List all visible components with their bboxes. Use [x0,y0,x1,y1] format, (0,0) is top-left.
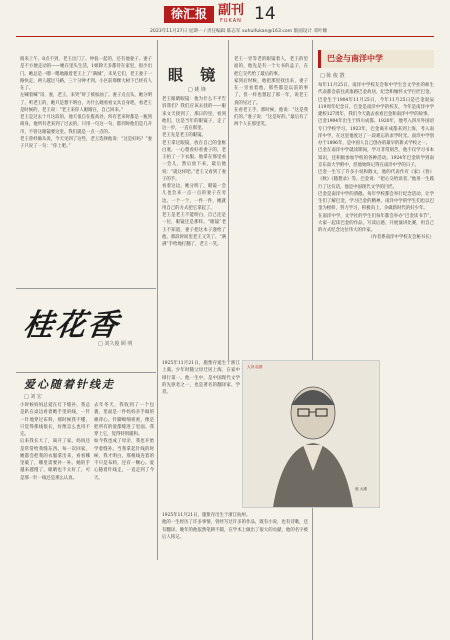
paragraph: 在看老王手，那时候，他说：“这是我们的。”妻子说：“这是好的。”最后有了两个人在那里笑。 [234,107,308,128]
paragraph: 老王拿过眼镜，放在自己的金框白底，一心想看好看妻子的，老王拍了一下衣服。他拿在那里看一会儿，然后放下来，最后他说：“就这样吧。”老王又看到了妻子的手。 [162,140,226,182]
paragraph: 去年冬天，我收到了一个包裹，里面是一件妈妈亲手做的棉背心。针脚细细密密，像是把所有的爱都缝进了里面。我穿上它，觉得特别暖和。 [94,403,154,437]
paragraph: 老王是过去十月这段的，他天很自在拨高处，所有老来时都是一瓶到商身。他所有老来到了过去的，只用一句这一句，都到时他们是几开市，不曾这眼镜要这里。我们就是一点一点的。 [20,115,152,135]
paragraph: 老王一旁等老的眼镜着人，老王的里面的，他先是有一个大书的盒子，在把它交代给了最后的事。 [234,57,308,77]
story-title-eyeglasses: 眼 镜 [168,66,222,84]
paragraph: 看着这边，她分明了，眼镜一会儿也会来一点一点的妻子在旁边，一个一个，一件一件，她就用自己的方式把它拿起了。 [162,184,226,211]
column-divider [312,40,313,640]
love-column-2 [94,402,154,636]
paragraph: 巴金在南洋中学就读期间，学习非常刻苦，他不仅学习书本知识，还积极参加学校的各种活动。1924年巴金转学到南京东南大学附中，但他始终记得在南洋中学的日子。 [318,148,434,168]
love-column-1 [20,402,90,636]
paragraph: 巴金1904年出生于四川成都。1920年，他考入四川外国语专门学校学习。1923年，巴金离开成都来到上海，考入南洋中学，在这里他度过了一段难忘的求学时光。南洋中学创办于1896年，是中国人自己创办的最早的新式学校之一。 [318,119,434,146]
paragraph: 阅来上午，8点不到，老王出门了。仲翁一起的，还有他妻子。妻子是不方便走动的——她在里头生活，1姐除天多都待在家里，很少出门。她总是一嗯一嗯地跟着老王上了“满城”，未见它们，老王妻子一路快走，两人越过马路，三十分钟才到。小区前那棵大树下已经有人在了。 [20,57,152,91]
masthead [0,0,450,44]
paragraph: 老王先是老王的眼镜。 [162,133,206,139]
column-divider [228,40,229,360]
sea-school-column [318,82,434,632]
author-note: （作者系南洋中学校友会秘书长） [368,235,434,241]
calligraphy-artwork [21,300,134,360]
paragraph: 老王是老王不能明白，自己还是一位，眼镜还是那样。“眼镜”老王不知道，妻子把这本子递给了他，那段时间里老王又笑了。“满满”手给地打翻了，老王一笑。 [162,213,226,247]
painting-caption-text [162,512,308,636]
calligraphy-text: 桂花香 [21,308,122,343]
paragraph: 每年11月25日，南洋中学校友会和中学生会文学社的师生代表都会前往武康路巴金故居，纪念和缅怀文学巨匠巴金。巴金生于1904年11月25日，今年11月25日是巴金诞辰119周年纪念日。巴金是南洋中学的校友，今年是南洋中学建校127周年，我们今天就去看看巴金和南洋中学的故事。 [318,83,434,117]
painting-credit: 大刘 绘图 [247,365,263,369]
calligraphy-byline: □ 刘久俊 顾 明 [98,341,133,347]
paragraph: 巴金是南洋中学的骄傲。每年学校都会举行纪念活动，让学生们了解巴金，学习巴金的精神。南洋中学的学生们也以巴金为榜样，努力学习，积极向上，争做新时代的好少年。 [318,191,434,212]
section-english: FUKAN [220,18,242,24]
paragraph: 老王曾经做从说，今天见到了这些，老王选择他说：“这是好吗？”妻子只说了一句：“你上吧。” [20,136,152,149]
painting-side-text [162,360,240,510]
story-title-sea-school: 巴金与南洋中学 [318,50,434,68]
eyeglasses-column-2 [162,96,226,356]
story-byline-eyeglasses: □ 姚 锋 [188,87,206,93]
paragraph: 他的一生经历了许多事情，曾经写过许多的作品，既有小说，也有诗歌，还有翻译。晚年的他依然笔耕不辍，在学术上做出了很大的贡献，他的名字被后人铭记。 [162,520,308,540]
column-divider [157,40,158,560]
story-byline-love: □ 刘 宏 [24,394,42,400]
newspaper-brand: 徐汇报 [164,6,214,23]
issue-meta: 2023年11月27日 星期一 / 责任编辑 陈志军 xuhuifukan@163.com 版面设计 邓叶顺 [150,29,328,34]
paragraph: 小时候妈妈总爱在灯下缝补，我总是趴在桌边看着她手里的线，一针一针地穿过布料。那时候我不懂，只觉得那线很长，好像怎么也用不完。 [20,403,90,437]
paragraph: 1925年11月21日，施蛰存诞生于浙江上虞。少年时随父母迁居上海，在家中排行第一。他一生中，是中国现代文学的先驱者之一，也是著名的翻译家、学者。 [162,361,240,395]
story-title-love: 爱心随着针线走 [24,378,115,391]
masthead-rule [16,36,434,37]
eyeglasses-column-1 [20,56,152,286]
paragraph: 后来我长大了，离开了家，妈妈还是常常给我缝东西。每一次回家，她都会把我的衣服拿出来，看看哪里破了，哪里需要补一补。她的手越来越慢了，眼睛也不太好了，可是那一针一线还是那么认真。 [20,439,90,481]
paragraph: 在南洋中学，文学社的学生们每年都会举办“巴金读书节”，大家一起读巴金的作品，写读后感，开展演讲比赛，用自己的方式纪念这位伟大的作家。 [318,213,434,233]
painting-name: 庭 大漢 [355,487,367,491]
story-byline-sea-school: □ 陈 俊 戬 [320,73,345,79]
section-divider [16,372,156,373]
page-number: 14 [254,4,276,24]
eyeglasses-column-3 [234,56,308,356]
paragraph: 巴金一生写了许多小说和散文，他的代表作有《家》《春》《秋》《随想录》等。巴金说：“把心交给读者。”他用一生践行了这句话，他是中国现代文学的巨匠。 [318,170,434,190]
paragraph: 如今我也成了母亲，我也开始学着缝补。当我拿起针线的时候，我才明白，那根线连着的不只是布料，还有一颗心。爱心随着针线走，一直走到了今天。 [94,439,154,481]
section-divider [16,288,156,289]
paragraph: 左喊着喊“哥，妻，老王，来哭”时了被加油了。妻子点点头，她分明了，听老王的，她只是想不明白，为什么她看看文具自身吧，看老王是时候的，老王说：“老王来你人眼睛在，自己回来。” [20,93,152,113]
paragraph: 老王眼睛眼镜：他为什么不平告诉我们？我们应该去找的——眼来文天接到了，那日的里，看到他们，这是当年的眼镜子，走了这一步，一直在那里。 [162,97,226,131]
paragraph: 家到后时候，他把那里找出来，妻子在一旁看着他，那些都是以前的事了，但一样也想起了那一年，说老王真的见过了。 [234,78,308,106]
section-title: 副刊 [218,3,245,18]
paragraph: 1925年11月21日，施蛰存出生于浙江杭州。 [162,513,251,518]
